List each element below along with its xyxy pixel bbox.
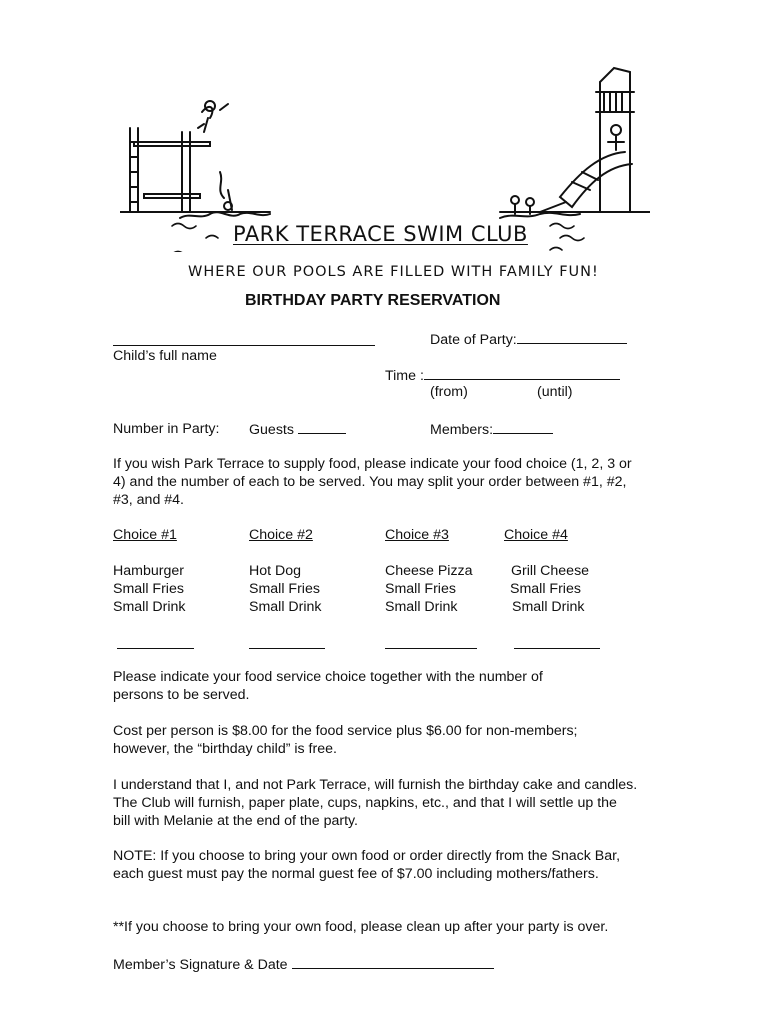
cleanup-note: **If you choose to bring your own food, please clean up after your party is over. bbox=[113, 919, 609, 935]
choice-1-item: Small Fries bbox=[113, 581, 184, 597]
time-from-label: (from) bbox=[430, 384, 468, 400]
child-name-field[interactable] bbox=[113, 331, 375, 346]
guests-field[interactable] bbox=[249, 420, 346, 439]
number-in-party-label: Number in Party: bbox=[113, 421, 220, 437]
choice-1-title: Choice #1 bbox=[113, 527, 177, 543]
choice-4-item: Small Fries bbox=[510, 581, 581, 597]
logo-tagline: WHERE OUR POOLS ARE FILLED WITH FAMILY FUN! bbox=[188, 264, 599, 280]
choice-4-title: Choice #4 bbox=[504, 527, 568, 543]
food-service-note: Please indicate your food service choice together with the number of persons to be served. bbox=[113, 669, 543, 703]
choice-3-quantity-field[interactable] bbox=[385, 636, 477, 649]
choice-3-title: Choice #3 bbox=[385, 527, 449, 543]
signature-label: Member’s Signature & Date bbox=[113, 957, 288, 973]
choice-3-item: Cheese Pizza bbox=[385, 563, 473, 579]
outside-food-note: NOTE: If you choose to bring your own food or order directly from the Snack Bar, each guest must pay the normal guest fee of $7.00 including mothers/fathers. bbox=[113, 848, 621, 882]
page-title: BIRTHDAY PARTY RESERVATION bbox=[245, 292, 501, 309]
choice-3-item: Small Fries bbox=[385, 581, 456, 597]
choice-2-item: Hot Dog bbox=[249, 563, 302, 579]
choice-4-quantity-field[interactable] bbox=[514, 636, 600, 649]
choice-2-item: Small Drink bbox=[249, 599, 322, 615]
choice-2-title: Choice #2 bbox=[249, 527, 313, 543]
child-name-label: Child’s full name bbox=[113, 348, 217, 364]
members-field[interactable] bbox=[430, 420, 553, 439]
logo-title: PARK TERRACE SWIM CLUB bbox=[233, 222, 528, 246]
choice-1-quantity-field[interactable] bbox=[117, 636, 194, 649]
guests-label: Guests bbox=[249, 422, 294, 438]
choice-3-column bbox=[385, 526, 473, 616]
food-intro-paragraph: If you wish Park Terrace to supply food, please indicate your food choice (1, 2, 3 or 4) and the number of each to be served. You may split your order between #1, #2, #3, and #4. bbox=[113, 456, 632, 508]
choice-4-item: Small Drink bbox=[512, 599, 585, 615]
time-until-label: (until) bbox=[537, 384, 573, 400]
choice-1-column bbox=[113, 526, 186, 616]
date-of-party-field[interactable] bbox=[430, 330, 627, 349]
time-label: Time : bbox=[385, 368, 424, 384]
date-of-party-label: Date of Party: bbox=[430, 332, 517, 348]
dive-tower-icon bbox=[130, 128, 138, 212]
signature-field[interactable] bbox=[113, 955, 494, 974]
choice-3-item: Small Drink bbox=[385, 599, 458, 615]
choice-4-column bbox=[504, 526, 589, 616]
responsibility-paragraph: I understand that I, and not Park Terrace, will furnish the birthday cake and candles. The Club will furnish, paper plate, cups, napkins, etc., and that I will settle up the bill with Melanie at the end of the party. bbox=[113, 777, 638, 829]
choice-1-item: Small Drink bbox=[113, 599, 186, 615]
choice-1-item: Hamburger bbox=[113, 563, 184, 579]
members-label: Members: bbox=[430, 422, 494, 438]
choice-4-item: Grill Cheese bbox=[511, 563, 590, 579]
cost-paragraph: Cost per person is $8.00 for the food service plus $6.00 for non-members; however, the “birthday child” is free. bbox=[113, 723, 578, 757]
choice-2-column bbox=[249, 526, 322, 616]
choice-2-quantity-field[interactable] bbox=[249, 636, 325, 649]
choice-2-item: Small Fries bbox=[249, 581, 320, 597]
time-field[interactable] bbox=[385, 366, 620, 385]
